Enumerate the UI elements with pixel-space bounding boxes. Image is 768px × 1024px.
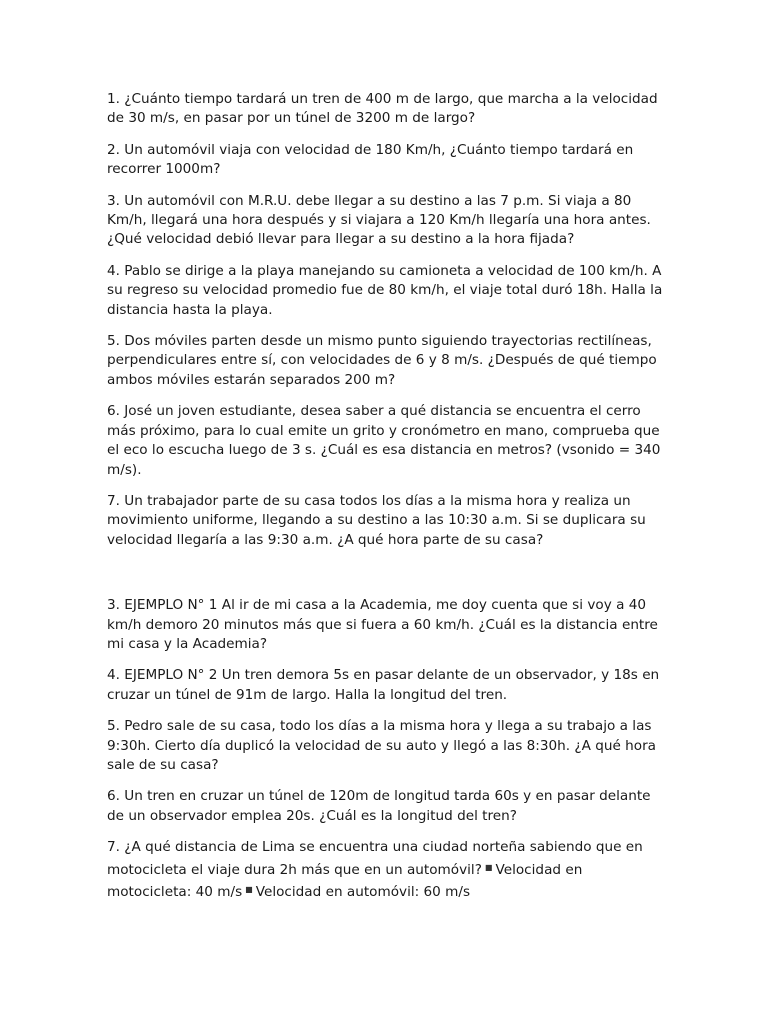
example-2: 4. EJEMPLO N° 2 Un tren demora 5s en pasar delante de un observador, y 18s en cruzar un túnel de 91m de largo. Halla la longitud del tren. — [107, 667, 660, 703]
section-spacer — [107, 562, 667, 596]
problem-4: 4. Pablo se dirige a la playa manejando su camioneta a velocidad de 100 km/h. A su regreso su velocidad promedio fue de 80 km/h, el viaje total duró 18h. Halla la distancia hasta la playa. — [107, 262, 663, 318]
example-5-car-speed: Velocidad en automóvil: 60 m/s — [255, 884, 471, 900]
document-body — [107, 90, 667, 914]
example-3: 5. Pedro sale de su casa, todo los días a la misma hora y llega a su trabajo a las 9:30h. Cierto día duplicó la velocidad de su auto y llegó a las 8:30h. ¿A qué hora sale de su casa? — [107, 718, 657, 773]
example-1: 3. EJEMPLO N° 1 Al ir de mi casa a la Academia, me doy cuenta que si voy a 40 km/h demoro 20 minutos más que si fuera a 60 km/h. ¿Cuál es la distancia entre mi casa y la Academia? — [107, 597, 658, 652]
example-4: 6. Un tren en cruzar un túnel de 120m de longitud tarda 60s y en pasar delante de un observador emplea 20s. ¿Cuál es la longitud del tren? — [107, 788, 651, 824]
bullet-glyph-icon: ■ — [484, 862, 493, 872]
problem-2: 2. Un automóvil viaja con velocidad de 180 Km/h, ¿Cuánto tiempo tardará en recorrer 1000m? — [107, 141, 634, 178]
problem-5: 5. Dos móviles parten desde un mismo punto siguiendo trayectorias rectilíneas, perpendiculares entre sí, con velocidades de 6 y 8 m/s. ¿Después de qué tiempo ambos móviles estarán separados 200 m? — [107, 333, 657, 388]
example-5-question: 7. ¿A qué distancia de Lima se encuentra una ciudad norteña sabiendo que en motocicleta el viaje dura 2h más que en un automóvil? — [107, 839, 643, 878]
example-5-moto-speed: Velocidad en motocicleta: 40 m/s — [107, 861, 583, 900]
problem-3: 3. Un automóvil con M.R.U. debe llegar a su destino a las 7 p.m. Si viaja a 80 Km/h, llegará una hora después y si viajara a 120 Km/h llegaría una hora antes. ¿Qué velocidad debió llevar para llegar a su destino a la hora fijada? — [107, 192, 651, 248]
problem-6: 6. José un joven estudiante, desea saber a qué distancia se encuentra el cerro más próximo, para lo cual emite un grito y cronómetro en mano, comprueba que el eco lo escucha luego de 3 s. ¿Cuál es esa distancia en metros? (vsonido = 340 m/s). — [107, 403, 661, 478]
bullet-glyph-icon: ■ — [245, 885, 253, 894]
problem-1: 1. ¿Cuánto tiempo tardará un tren de 400 m de largo, que marcha a la velocidad de 30 m/s, en pasar por un túnel de 3200 m de largo? — [107, 91, 658, 127]
example-5 — [107, 838, 667, 902]
problem-7: 7. Un trabajador parte de su casa todos los días a la misma hora y realiza un movimiento uniforme, llegando a su destino a las 10:30 a.m. Si se duplicara su velocidad llegaría a las 9:30 a.m. ¿A qué hora parte de su casa? — [107, 492, 646, 548]
